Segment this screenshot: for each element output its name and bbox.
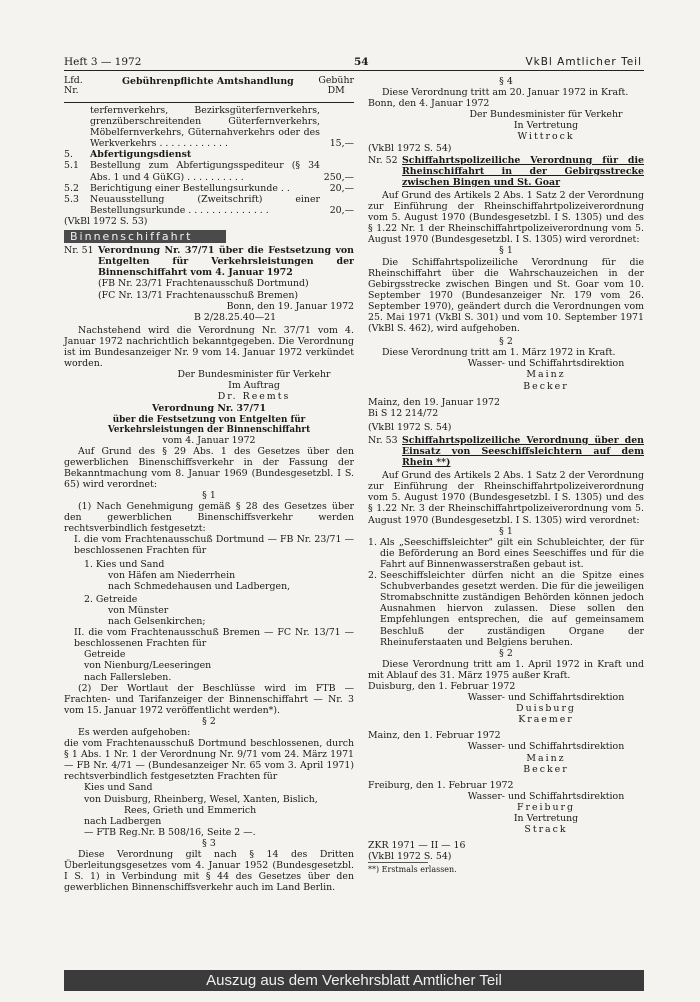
signature-line: In Vertretung [513, 813, 579, 824]
signature-name: Strack [524, 824, 568, 836]
page-header [64, 56, 642, 70]
section-title: Abfertigungsdienst [90, 149, 192, 161]
signature-office: Der Bundesminister für Verkehr [177, 369, 331, 381]
fee-row [64, 194, 354, 216]
citation: (VkBl 1972 S. 54) [368, 421, 452, 433]
citation: (VkBl 1972 S. 53) [64, 215, 148, 227]
signature-name: Kraemer [518, 714, 574, 726]
signature-line: Mainz [526, 752, 566, 764]
fee-row [64, 183, 354, 194]
fee-text: Bestellung zum Abfertigungsspediteur (§ 34 Abs. 1 und 4 GüKG) . . . . . . . . . . [90, 160, 320, 183]
decree-51-heading [64, 245, 354, 323]
signature-line: Mainz [526, 369, 566, 381]
paragraph-sign: § 2 [499, 647, 513, 659]
list-item: von Münster [108, 604, 169, 616]
list-item [368, 570, 644, 648]
body-text: Es werden aufgehoben: [78, 726, 191, 738]
body-text: Diese Verordnung tritt am 1. März 1972 in Kraft. [382, 347, 616, 359]
list-item: nach Fallersleben. [84, 671, 172, 683]
paragraph-sign: § 1 [499, 245, 513, 257]
fee-text: Neuausstellung (Zweitschrift) einer Bestellungsurkunde . . . . . . . . . . . . . . [90, 193, 320, 216]
decree-title: Schiffahrtspolizeiliche Verordnung für die Rheinschiffahrt in der Gebirgsstrecke zwischen Bingen und St. Goar [402, 154, 644, 188]
signature-name: Becker [523, 380, 569, 392]
place-date: Duisburg, den 1. Februar 1972 [368, 680, 516, 692]
decree-subheading: über die Festsetzung von Entgelten für Verkehrsleistungen der Binnenschiffahrt [107, 414, 311, 435]
header-rule [64, 70, 644, 71]
fee-nr: 5.2 [64, 182, 79, 194]
section-band-binnenschiffahrt: Binnenschiffahrt [64, 230, 226, 243]
list-item: von Duisburg, Rheinberg, Wesel, Xanten, Bislich, [84, 793, 318, 805]
decree-52-heading [368, 155, 644, 188]
signature-office: Wasser- und Schiffahrtsdirektion [467, 741, 625, 753]
footer-banner: Auszug aus dem Verkehrsblatt Amtlicher Teil [64, 970, 644, 991]
list-item: 2. Getreide [84, 593, 138, 605]
body-text: (2) Der Wortlaut der Beschlüsse wird im FTB — Frachten- und Tarifanzeiger der Binnenschiffahrt — Nr. 3 vom 15. Januar 1972 veröffentlicht werden*). [64, 682, 354, 716]
signature-line: Freiburg [516, 801, 576, 813]
fee-value: 20,— [329, 182, 354, 194]
fee-table-header [64, 76, 354, 103]
list-marker: 1. [368, 536, 377, 548]
citation: (VkBl 1972 S. 54) [368, 851, 452, 863]
fee-row [64, 160, 354, 182]
fee-value: 250,— [323, 171, 354, 183]
place-date: Bonn, den 4. Januar 1972 [368, 98, 490, 110]
body-text: Diese Verordnung tritt am 1. April 1972 in Kraft und mit Ablauf des 31. März 1975 außer Kraft. [368, 658, 644, 681]
decree-date: Bonn, den 19. Januar 1972 [226, 300, 354, 312]
signature-office: Wasser- und Schiffahrtsdirektion [467, 790, 625, 802]
fee-text: Berichtigung einer Bestellungsurkunde . . [90, 182, 290, 194]
signature-line: Duisburg [516, 703, 576, 715]
right-column [368, 76, 644, 875]
list-marker: 2. [368, 570, 377, 582]
issue-label: Heft 3 — 1972 [64, 56, 142, 68]
body-text: die vom Frachtenausschuß Dortmund beschlossenen, durch § 1 Abs. 1 Nr. 1 der Verordnung Nr. 9/71 vom 24. März 1971 — FB Nr. 4/71 — (Bundesanzeiger Nr. 65 vom 3. April 1971) rechtsverbindlich festgesetzten Frachten für [64, 738, 354, 783]
signature-line: Im Auftrag [228, 380, 280, 392]
signature-office: Wasser- und Schiffahrtsdirektion [467, 692, 625, 704]
paragraph-sign: § 2 [202, 715, 216, 727]
paragraph-sign: § 4 [499, 76, 513, 87]
body-text: Diese Verordnung gilt nach § 14 des Dritten Überleitungsgesetzes vom 4. Januar 1952 (Bundesgesetzbl. I S. 1) in Verbindung mit § 44 des Gesetzes über den gewerblichen Binnenschiffsverkehr auch im Land Berlin. [64, 849, 354, 894]
decree-sub: (FC Nr. 13/71 Frachtenausschuß Bremen) [98, 289, 299, 301]
citation: (VkBl 1972 S. 54) [368, 142, 452, 154]
signature-office: Der Bundesminister für Verkehr [469, 109, 623, 121]
footnote: **) Erstmals erlassen. [368, 862, 428, 875]
decree-title: Schiffahrtspolizeiliche Verordnung über den Einsatz von Seeschiffsleichtern auf dem Rhein **) [402, 434, 644, 469]
list-item: nach Ladbergen [84, 815, 162, 827]
page-number: 54 [354, 56, 369, 68]
list-item: nach Gelsenkirchen; [108, 616, 206, 628]
paragraph-sign: § 1 [499, 525, 513, 537]
body-text: (1) Nach Genehmigung gemäß § 28 des Gesetzes über den gewerblichen Binenschiffsverkehr werden rechtsverbindlich festgesetzt: [64, 501, 354, 535]
fee-nr: 5.1 [64, 160, 79, 172]
section-nr: 5. [64, 149, 73, 161]
fee-row [64, 105, 354, 149]
list-item: Getreide [84, 649, 126, 661]
list-text: Als „Seeschiffsleichter" gilt ein Schubleichter, der für die Beförderung an Bord eines Seeschiffes und für die Fahrt auf Binnenwasserstraßen gebaut ist. [380, 536, 644, 570]
col-head-title: Gebührenpflichte Amtshandlung [122, 76, 294, 87]
decree-heading-date: vom 4. Januar 1972 [162, 434, 256, 446]
decree-title: Verordnung Nr. 37/71 über die Festsetzung von Entgelten für Verkehrsleistungen der Binnenschiffahrt vom 4. Januar 1972 [98, 245, 354, 279]
intro-text: Nachstehend wird die Verordnung Nr. 37/71 vom 4. Januar 1972 nachrichtlich bekanntgegeben. Die Verordnung ist im Bundesanzeiger Nr. 9 vom 14. Januar 1972 verkündet worden. [64, 324, 354, 370]
list-item: II. die vom Frachtenausschuß Bremen — FC Nr. 13/71 — beschlossenen Frachten für [74, 627, 354, 650]
list-item: Rees, Grieth und Emmerich [124, 804, 257, 816]
paragraph-sign: § 3 [202, 837, 216, 849]
col-head-nr: Lfd. Nr. [64, 75, 83, 96]
body-text: Diese Verordnung tritt am 20. Januar 1972 in Kraft. [382, 87, 629, 99]
left-column [64, 76, 354, 893]
decree-intro: Auf Grund des Artikels 2 Abs. 1 Satz 2 der Verordnung zur Einführung der Rheinschiffahrtpolizeiverordnung vom 5. August 1970 (Bundesgesetzbl. I S. 1305) und des § 1.22 Nr. 3 der Rheinschiffahrtpolizeiverordnung vom 5. August 1970 (Bundesgesetzbl. I S. 1305) wird verordnet: [368, 470, 644, 526]
decree-intro: Auf Grund des § 29 Abs. 1 des Gesetzes über den gewerblichen Binenschiffsverkehr in der Fassung der Bekanntmachung vom 8. Januar 1969 (Bundesgesetzbl. I S. 65) wird verordnet: [64, 445, 354, 490]
reference: Bi S 12 214/72 [368, 407, 439, 419]
decree-intro: Auf Grund des Artikels 2 Abs. 1 Satz 2 der Verordnung zur Einführung der Rheinschiffahrtpolizeiverordnung vom 5. August 1970 (Bundesgesetzbl. I S. 1305) und des § 1.22 Nr. 1 der Rheinschiffahrtpolizeiverordnung vom 5. August 1970 (Bundesgesetzbl. I S. 1305) wird verordnet: [368, 189, 644, 246]
list-item: von Nienburg/Leeseringen [84, 660, 212, 672]
list-item [368, 537, 644, 570]
fee-value: 20,— [329, 204, 354, 216]
journal-title: VkBl Amtlicher Teil [525, 56, 642, 68]
fee-value: 15,— [329, 138, 354, 150]
paragraph-sign: § 1 [202, 490, 216, 501]
signature-line: In Vertretung [513, 120, 579, 132]
place-date: Mainz, den 1. Februar 1972 [368, 730, 501, 742]
section-heading [64, 149, 354, 160]
decree-53-heading [368, 435, 644, 468]
list-text: Seeschiffsleichter dürfen nicht an die Spitze eines Schubverbandes gesetzt werden. Die für die jeweiligen Stromabschnitte zuständigen Behörden können jedoch Ausnahmen hiervon zulassen. Diese sollen den Empfehlungen entsprechen, die auf gemeinsamem Beschluß der zuständigen Organe der Rheinuferstaaten und Belgiens beruhen. [380, 570, 644, 648]
decree-ref: B 2/28.25.40—21 [194, 311, 277, 323]
decree-heading: Verordnung Nr. 37/71 [151, 403, 267, 415]
signature-office: Wasser- und Schiffahrtsdirektion [467, 358, 625, 370]
place-date: Mainz, den 19. Januar 1972 [368, 396, 500, 408]
list-item: nach Schmedehausen und Ladbergen, [108, 580, 291, 592]
decree-number: Nr. 51 [64, 245, 94, 257]
signature-name: Becker [523, 763, 569, 775]
decree-number: Nr. 52 [368, 154, 398, 166]
list-item: I. die vom Frachtenausschuß Dortmund — FB Nr. 23/71 — beschlossenen Frachten für [74, 534, 354, 557]
list-item: Kies und Sand [84, 782, 153, 794]
reference: ZKR 1971 — II — 16 [368, 840, 466, 852]
list-item: 1. Kies und Sand [84, 558, 165, 570]
fee-text: terfernverkehrs, Bezirksgüterfernverkehrs, grenzüberschreitenden Güterfernverkehrs, Möbelfernverkehrs, Güternahverkehrs oder des Werkverkehrs . . . . . . . . . . . . [90, 105, 320, 150]
decree-sub: (FB Nr. 23/71 Frachtenausschuß Dortmund) [98, 278, 309, 290]
decree-number: Nr. 53 [368, 434, 398, 446]
place-date: Freiburg, den 1. Februar 1972 [368, 779, 514, 791]
paragraph-sign: § 2 [499, 336, 513, 348]
body-text: Die Schiffahrtspolizeiliche Verordnung für die Rheinschiffahrt über die Wahrschauzeichen in der Gebirgsstrecke zwischen Bingen und St. Goar vom 10. September 1970 (Bundesanzeiger Nr. 179 vom 26. September 1970), geändert durch die Verordnungen vom 25. Mai 1971 (VkBl S. 301) und vom 10. September 1971 (VkBl S. 462), wird aufgehoben. [368, 256, 644, 335]
signature-name: Wittrock [517, 131, 575, 143]
signature-name: Dr. Reemts [217, 391, 291, 403]
fee-nr: 5.3 [64, 193, 79, 205]
col-head-fee: Gebühr DM [318, 75, 354, 96]
list-item: — FTB Reg.Nr. B 508/16, Seite 2 —. [84, 826, 256, 838]
list-item: von Häfen am Niederrhein [108, 569, 236, 581]
